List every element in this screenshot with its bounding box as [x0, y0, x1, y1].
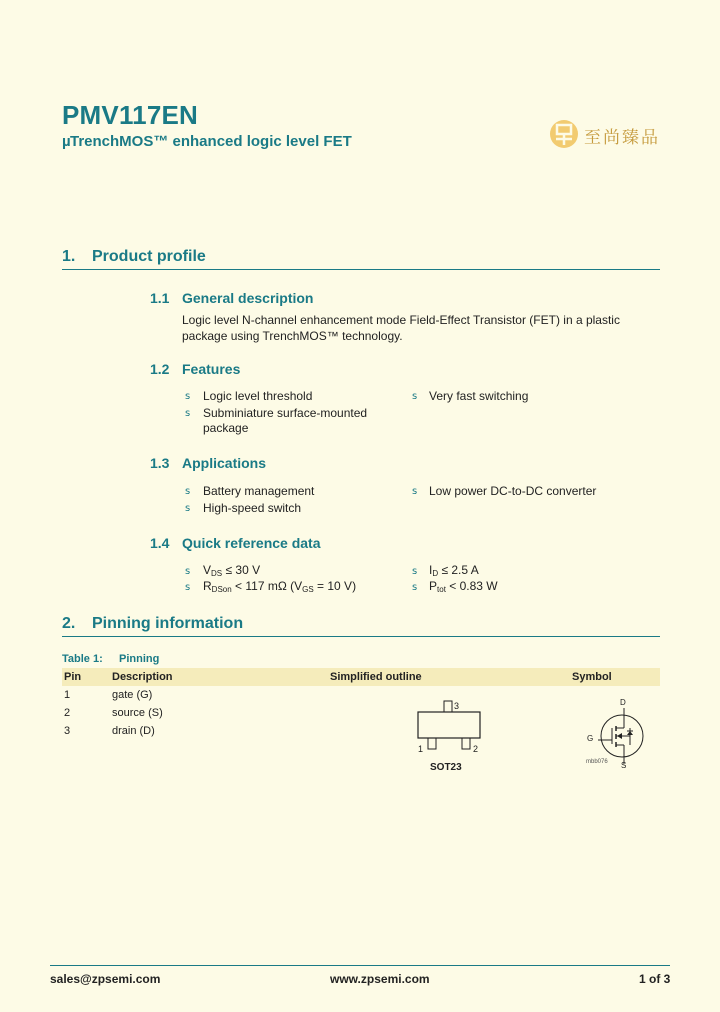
sub1-title: General description	[182, 290, 314, 306]
document-title: PMV117EN	[62, 100, 199, 130]
package-name: SOT23	[430, 762, 462, 773]
sub4-title: Quick reference data	[182, 535, 321, 551]
column-header: Symbol	[572, 671, 612, 683]
symbol-gate-label: G	[587, 734, 594, 743]
bullet-icon: s	[185, 582, 191, 593]
bullet-icon: s	[185, 503, 191, 514]
bullet-icon: s	[412, 486, 418, 497]
column-header: Simplified outline	[330, 671, 422, 683]
application-item: Low power DC-to-DC converter	[429, 484, 597, 498]
pin-number: 3	[64, 725, 71, 737]
pin-description: source (S)	[112, 707, 163, 719]
sub1-number: 1.1	[150, 290, 170, 306]
feature-item: Subminiature surface-mounted	[203, 406, 368, 420]
mosfet-symbol	[584, 698, 660, 772]
section2-divider	[62, 636, 660, 637]
logo-text: 至尚臻品	[584, 128, 660, 148]
symbol-code: mbb076	[586, 759, 608, 765]
outline-pin-label: 3	[454, 701, 460, 711]
section1-number: 1.	[62, 248, 76, 265]
section1-title: Product profile	[92, 248, 206, 265]
pin-description: drain (D)	[112, 725, 155, 737]
symbol-source-label: S	[621, 761, 627, 770]
application-item: Battery management	[203, 484, 315, 498]
sub2-title: Features	[182, 361, 241, 377]
symbol-drain-label: D	[620, 698, 626, 707]
quick-ref-vds: $V_{DS} \le 30$ V	[203, 563, 261, 578]
bullet-icon: s	[412, 566, 418, 577]
section2-title: Pinning information	[92, 615, 244, 632]
outline-pin-label: 1	[418, 744, 424, 754]
sot23-outline	[410, 698, 490, 778]
feature-item-continued: package	[203, 421, 249, 435]
company-logo	[548, 118, 660, 150]
column-header: Pin	[64, 671, 82, 683]
column-header: Description	[112, 671, 173, 683]
section2-number: 2.	[62, 615, 76, 632]
document-subtitle: TrenchMOS™ enhanced logic level FET	[70, 133, 352, 150]
general-description-line2: package using TrenchMOS™ technology.	[182, 329, 403, 343]
bullet-icon: s	[185, 391, 191, 402]
sub3-title: Applications	[182, 455, 267, 471]
mu-prefix: µ	[62, 133, 71, 150]
pin-number: 1	[64, 689, 71, 701]
logo-icon	[548, 118, 580, 150]
section1-divider	[62, 269, 660, 270]
footer-website[interactable]: www.zpsemi.com	[330, 972, 430, 986]
table-title: Pinning	[119, 653, 160, 665]
quick-ref-ptot: $P_{tot} < 0.83$ W	[429, 579, 498, 594]
footer-email[interactable]: sales@zpsemi.com	[50, 972, 161, 986]
sub4-number: 1.4	[150, 535, 170, 551]
general-description-line1: Logic level N-channel enhancement mode Field-Effect Transistor (FET) in a plastic	[182, 313, 620, 327]
pin-number: 2	[64, 707, 71, 719]
bullet-icon: s	[412, 391, 418, 402]
feature-item: Very fast switching	[429, 389, 529, 403]
bullet-icon: s	[185, 408, 191, 419]
footer-divider	[50, 965, 670, 966]
footer-page-number: 1 of 3	[639, 972, 671, 986]
feature-item: Logic level threshold	[203, 389, 313, 403]
bullet-icon: s	[185, 566, 191, 577]
quick-ref-id: $I_D \le 2.5$ A	[429, 563, 479, 578]
table-label: Table 1:	[62, 653, 103, 665]
application-item: High-speed switch	[203, 501, 302, 515]
bullet-icon: s	[412, 582, 418, 593]
pin-description: gate (G)	[112, 689, 153, 701]
bullet-icon: s	[185, 486, 191, 497]
outline-pin-label: 2	[473, 744, 479, 754]
sub3-number: 1.3	[150, 455, 170, 471]
quick-ref-rdson: $R_{DSon} < 117$ mΩ ($V_{GS} = 10$ V)	[203, 579, 357, 594]
sub2-number: 1.2	[150, 361, 170, 377]
